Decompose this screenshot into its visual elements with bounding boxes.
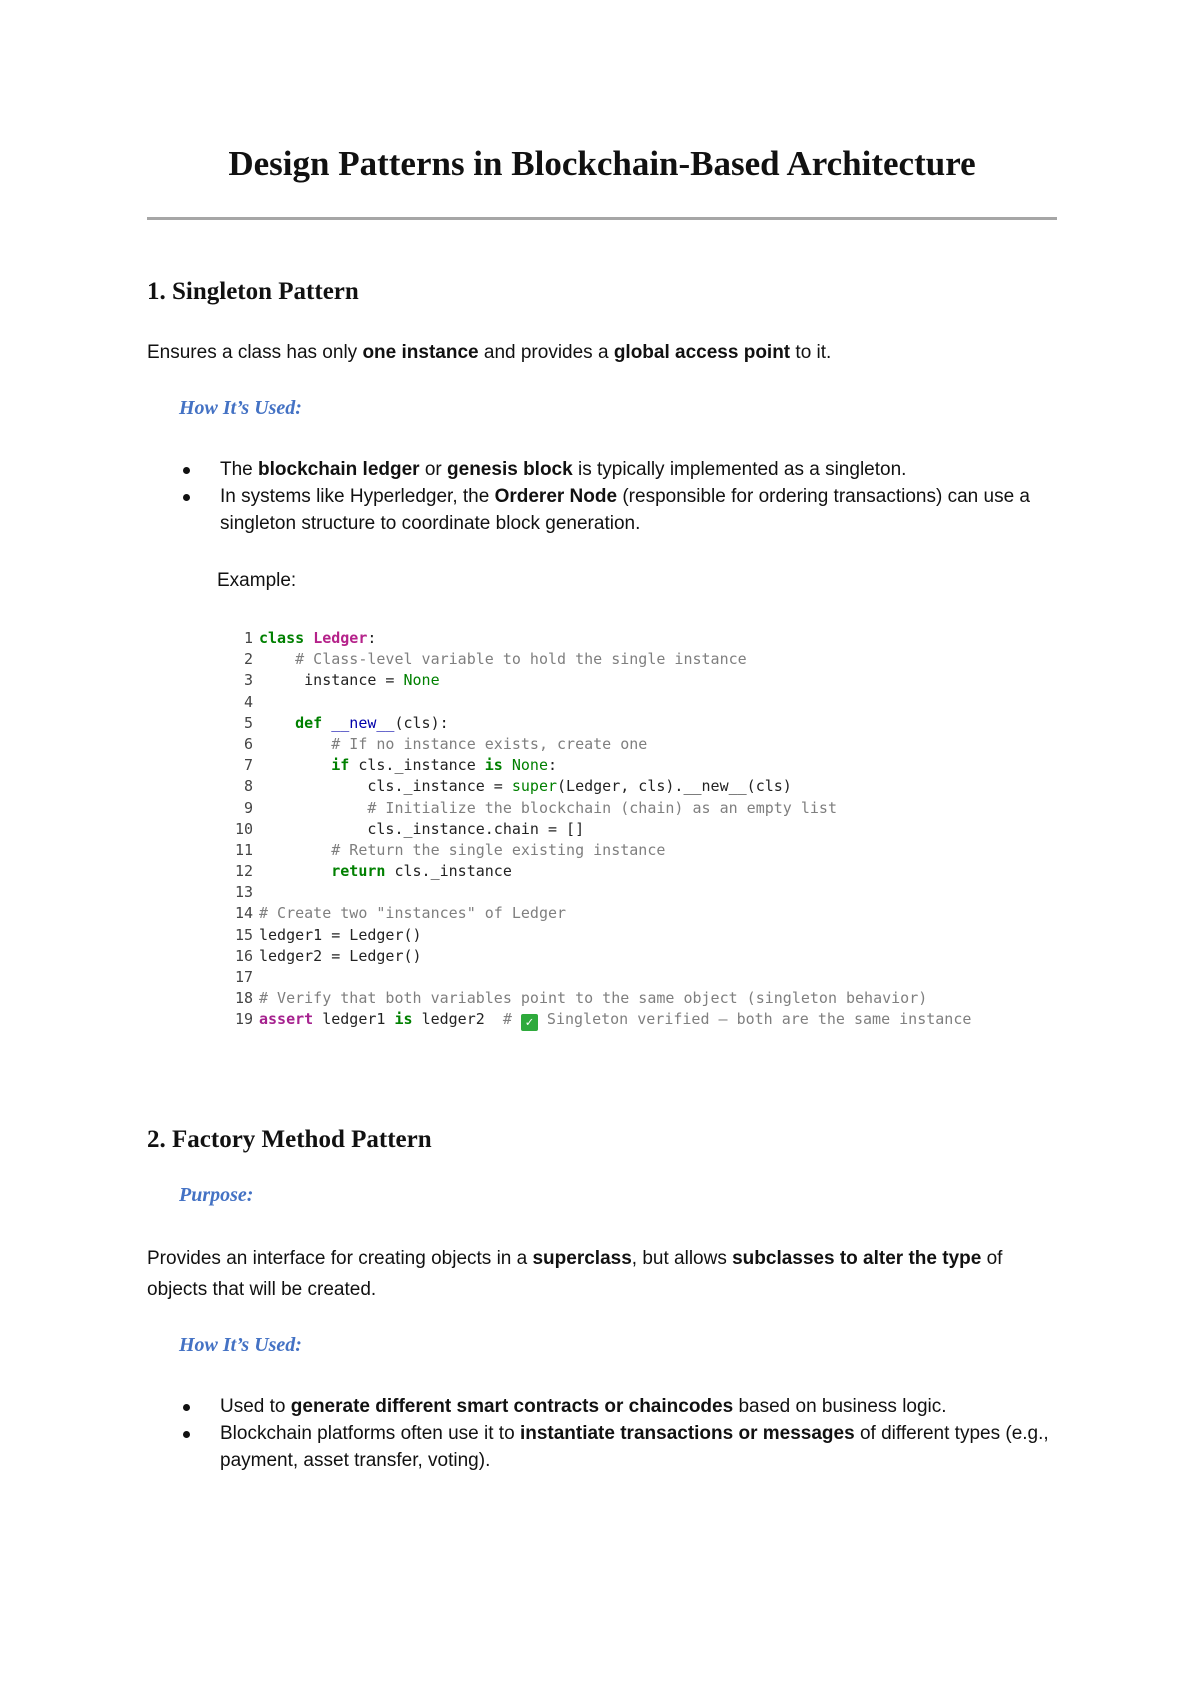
code-token: cls._instance = xyxy=(259,777,512,796)
text-run: Provides an interface for creating objects in a xyxy=(147,1248,533,1269)
code-token: instance = xyxy=(259,671,404,690)
line-number: 5 xyxy=(243,713,253,732)
text-run: In systems like Hyperledger, the xyxy=(220,486,495,507)
code-token xyxy=(259,650,295,668)
code-token: (cls): xyxy=(394,713,449,732)
text-run: is typically implemented as a singleton. xyxy=(572,459,907,480)
bullet-icon xyxy=(183,494,190,501)
code-token: assert xyxy=(259,1010,323,1029)
text-run: of different types (e.g., payment, asset transfer, voting). xyxy=(220,1423,1049,1471)
bullet-icon xyxy=(183,467,190,474)
list-item xyxy=(147,456,1057,483)
code-token: cls._instance xyxy=(358,756,485,775)
code-token xyxy=(259,862,331,880)
bold-text: Orderer Node xyxy=(494,486,618,507)
bold-text: subclasses to alter the type xyxy=(732,1248,982,1269)
line-number: 18 xyxy=(234,989,253,1008)
bold-text: instantiate transactions or messages xyxy=(519,1423,855,1444)
line-number: 10 xyxy=(234,819,253,838)
code-token: super xyxy=(511,777,558,796)
code-line xyxy=(230,882,1030,903)
code-token: is xyxy=(484,756,512,775)
text-run: Ensures a class has only xyxy=(147,342,363,363)
code-line xyxy=(230,967,1030,988)
code-line xyxy=(230,755,1030,776)
factory-how-used-label: How It’s Used: xyxy=(179,1334,302,1356)
bold-text: genesis block xyxy=(447,459,573,480)
code-token: None xyxy=(403,671,440,690)
code-token: is xyxy=(394,1010,422,1029)
code-block xyxy=(230,628,1030,1031)
code-line xyxy=(230,840,1030,861)
line-number: 12 xyxy=(234,862,253,881)
bold-text: generate different smart contracts or chaincodes xyxy=(290,1396,734,1417)
code-token xyxy=(259,714,295,732)
code-token: # Return the single existing instance xyxy=(331,840,666,859)
text-run: , but allows xyxy=(631,1248,733,1269)
code-line xyxy=(230,713,1030,734)
code-token: ledger1 = Ledger() xyxy=(259,925,422,944)
text-run: Used to xyxy=(220,1396,291,1417)
code-token xyxy=(259,799,367,817)
line-number: 9 xyxy=(243,798,253,817)
code-token: # Initialize the blockchain (chain) as an empty list xyxy=(367,798,837,817)
line-number: 19 xyxy=(234,1010,253,1029)
line-number: 7 xyxy=(243,756,253,775)
code-token: : xyxy=(548,756,558,775)
bold-text: blockchain ledger xyxy=(258,459,420,480)
title-divider xyxy=(147,217,1057,220)
code-token: ledger1 xyxy=(322,1010,395,1029)
line-number: 6 xyxy=(243,734,253,753)
check-mark-icon: ✓ xyxy=(521,1014,538,1031)
list-item xyxy=(147,1420,1057,1474)
line-number: 8 xyxy=(243,777,253,796)
code-token: : xyxy=(367,629,377,647)
line-number: 14 xyxy=(234,904,253,923)
code-line xyxy=(230,861,1030,882)
text-run: (responsible for ordering transactions) can use a singleton structure to coordinate block generation. xyxy=(220,486,1030,534)
line-number: 2 xyxy=(243,650,253,669)
code-token xyxy=(259,735,331,753)
factory-intro xyxy=(147,1243,1057,1305)
text-run: or xyxy=(419,459,448,480)
list-item xyxy=(147,1393,1057,1420)
code-token xyxy=(259,756,331,774)
section-heading-singleton: 1. Singleton Pattern xyxy=(147,278,359,305)
list-item xyxy=(147,483,1057,537)
document-title: Design Patterns in Blockchain-Based Architecture xyxy=(228,144,976,183)
code-token: Singleton verified — both are the same instance xyxy=(537,1010,972,1029)
code-line xyxy=(230,628,1030,649)
factory-bullet-list xyxy=(147,1393,1057,1474)
code-line xyxy=(230,1009,1030,1030)
line-number: 16 xyxy=(234,946,253,965)
code-line xyxy=(230,734,1030,755)
text-run: The xyxy=(220,459,259,480)
code-token: # Verify that both variables point to the same object (singleton behavior) xyxy=(259,989,928,1008)
bold-text: superclass xyxy=(532,1248,632,1269)
line-number: 17 xyxy=(234,968,253,986)
bullet-icon xyxy=(183,1431,190,1438)
line-number: 3 xyxy=(243,671,253,690)
code-line xyxy=(230,692,1030,713)
code-token: # Create two "instances" of Ledger xyxy=(259,904,567,923)
code-token: def xyxy=(295,713,332,732)
code-token: (Ledger, cls).__new__(cls) xyxy=(557,777,792,796)
example-label: Example: xyxy=(217,570,297,591)
code-line xyxy=(230,903,1030,924)
code-line xyxy=(230,946,1030,967)
code-token: # If no instance exists, create one xyxy=(331,734,648,753)
singleton-bullet-list xyxy=(147,456,1057,537)
line-number: 13 xyxy=(234,883,253,902)
code-token xyxy=(259,841,331,859)
text-run: to it. xyxy=(790,342,832,363)
code-token: return xyxy=(331,862,395,881)
code-token: # xyxy=(502,1010,521,1029)
line-number: 1 xyxy=(243,629,253,647)
code-line xyxy=(230,798,1030,819)
code-line xyxy=(230,988,1030,1009)
code-line xyxy=(230,925,1030,946)
code-line xyxy=(230,819,1030,840)
bold-text: one instance xyxy=(362,342,479,363)
code-token: ledger2 = Ledger() xyxy=(259,946,422,965)
code-token: __new__ xyxy=(331,713,395,732)
text-run: based on business logic. xyxy=(733,1396,947,1417)
code-token: ledger2 xyxy=(421,1010,503,1029)
code-line xyxy=(230,670,1030,691)
text-run: and provides a xyxy=(478,342,614,363)
singleton-how-used-label: How It’s Used: xyxy=(179,397,302,419)
bullet-icon xyxy=(183,1404,190,1411)
line-number: 11 xyxy=(234,840,253,859)
text-run: Blockchain platforms often use it to xyxy=(220,1423,520,1444)
text-run: of objects that will be created. xyxy=(147,1248,1003,1300)
singleton-intro xyxy=(147,337,1057,368)
line-number: 15 xyxy=(234,925,253,944)
code-line xyxy=(230,649,1030,670)
code-token: None xyxy=(511,756,548,775)
code-line xyxy=(230,776,1030,797)
code-token: cls._instance.chain = [] xyxy=(259,819,585,838)
factory-purpose-label: Purpose: xyxy=(179,1184,254,1206)
section-heading-factory: 2. Factory Method Pattern xyxy=(147,1126,432,1153)
code-token: # Class-level variable to hold the single instance xyxy=(295,650,747,669)
code-token: cls._instance xyxy=(394,862,512,881)
line-number: 4 xyxy=(243,692,253,711)
bold-text: global access point xyxy=(613,342,791,363)
code-token: class xyxy=(259,629,314,647)
code-token: if xyxy=(331,756,359,775)
code-token: Ledger xyxy=(313,629,368,647)
